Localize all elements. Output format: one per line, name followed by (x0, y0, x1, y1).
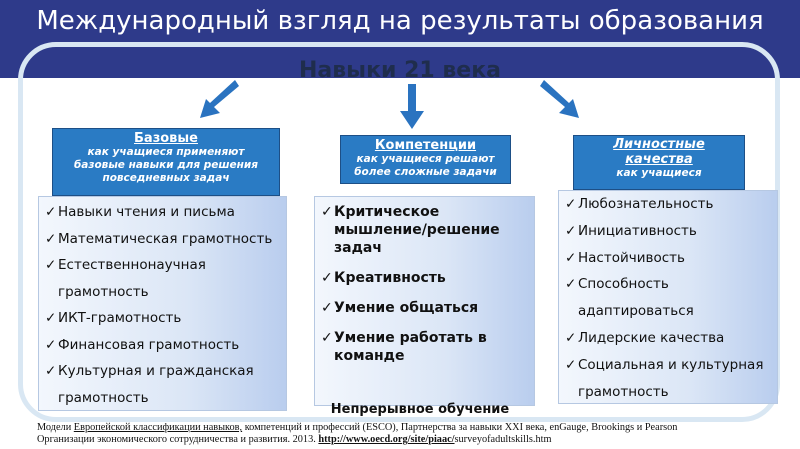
reference-text: Организации экономического сотрудничества и развития. 2013. (37, 434, 319, 445)
reference-text: surveyofadultskills.htm (454, 434, 552, 445)
reference-text: Модели (37, 422, 74, 433)
lifelong-learning-label: Непрерывное обучение (330, 402, 510, 417)
list-item: ✓ Настойчивость (563, 245, 773, 272)
arrow-right-icon (538, 78, 584, 120)
list-item: ✓ Умение работать в команде (319, 329, 530, 365)
column-competencies-title: Компетенции (374, 138, 477, 153)
arrow-down-icon (398, 84, 426, 130)
reference-line-1 (37, 422, 797, 434)
list-item: ✓ ИКТ-грамотность (43, 305, 282, 332)
reference-text: компетенций и профессий (ESCO), Партнерства за навыки XXI века, enGauge, Brookings и Pearson (242, 422, 678, 433)
reference-line-2 (37, 434, 797, 446)
list-item: ✓ Способность адаптироваться (563, 271, 773, 325)
column-basic-description: как учащиеся применяют базовые навыки для решения повседневных задач (73, 146, 259, 184)
list-item: ✓ Культурная и гражданская грамотность (43, 358, 282, 411)
list-item: ✓ Навыки чтения и письма (43, 199, 282, 226)
column-basic-list (38, 196, 287, 411)
list-item: ✓ Естественнонаучная грамотность (43, 252, 282, 305)
list-item: ✓ Лидерские качества (563, 325, 773, 352)
list-item: ✓ Умение общаться (319, 299, 530, 317)
column-basic-header (52, 128, 280, 196)
reference-link[interactable]: http://www.oecd.org/site/piaac/ (318, 434, 455, 445)
reference-underlined: Европейской классификации навыков, (73, 422, 243, 433)
column-personal-title: Личностные качества (613, 137, 705, 167)
column-personal-description: как учащиеся (616, 167, 702, 179)
column-competencies-header (340, 135, 511, 184)
list-item: ✓ Математическая грамотность (43, 226, 282, 253)
references (37, 422, 797, 446)
list-item: ✓ Финансовая грамотность (43, 332, 282, 359)
column-personal-list (558, 190, 778, 404)
list-item: ✓ Инициативность (563, 218, 773, 245)
list-item: ✓ Любознательность (563, 191, 773, 218)
list-item: ✓ Критическое мышление/решение задач (319, 203, 530, 257)
column-personal-header (573, 135, 745, 190)
column-basic-title: Базовые (134, 131, 198, 146)
list-item: ✓ Социальная и культурная грамотность (563, 352, 773, 406)
column-competencies-description: как учащиеся решают более сложные задачи (354, 153, 497, 178)
slide-title: Международный взгляд на результаты образования (36, 6, 764, 36)
slide-subtitle: Навыки 21 века (299, 58, 501, 83)
arrow-left-icon (195, 78, 241, 120)
list-item: ✓ Креативность (319, 269, 530, 287)
column-competencies-list (314, 196, 535, 406)
